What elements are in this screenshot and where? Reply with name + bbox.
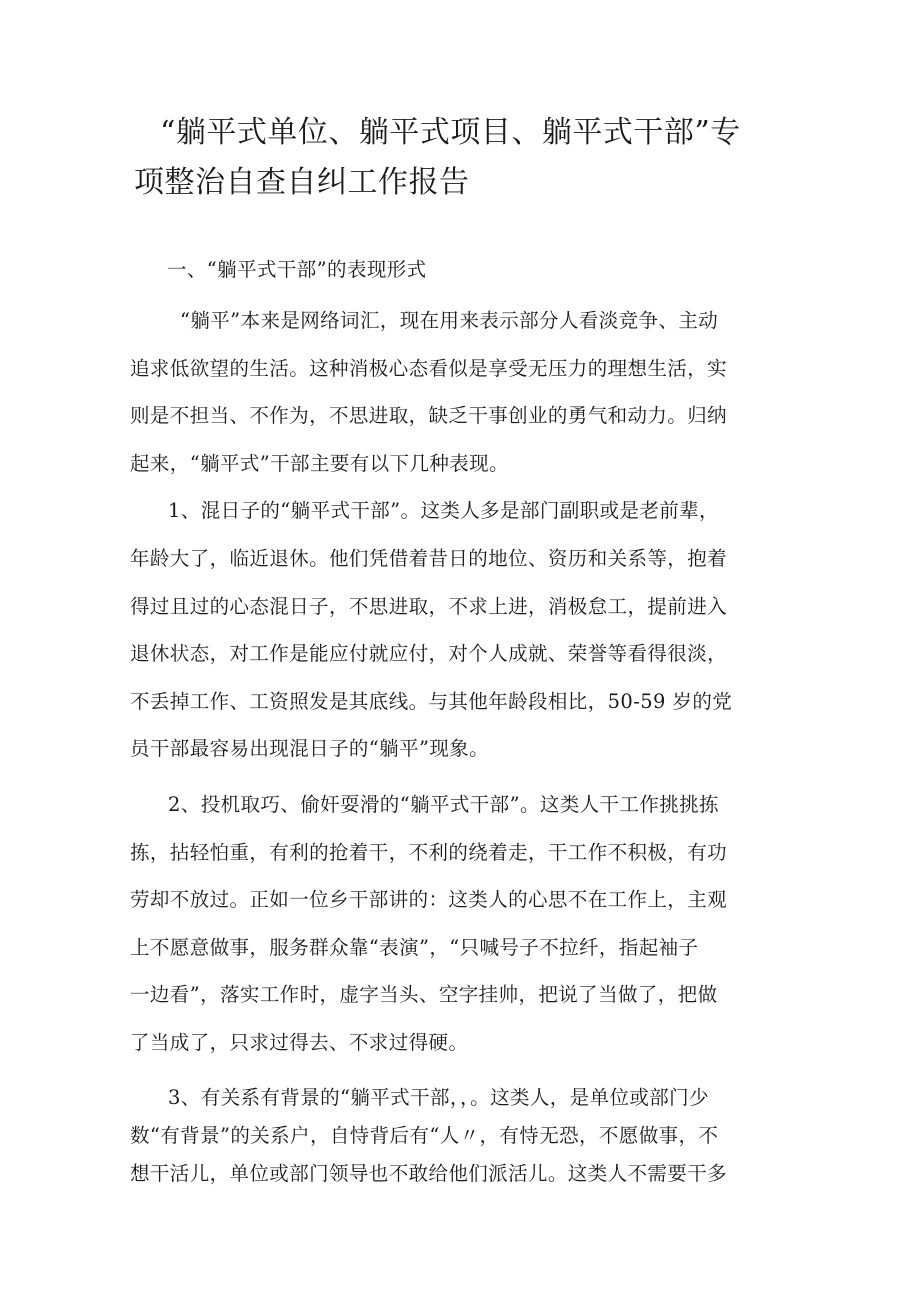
list-item-3	[130, 1079, 798, 1193]
paragraph-line: 追求低欲望的生活。这种消极心态看似是享受无压力的理想生活，实	[130, 356, 728, 380]
paragraph-line: 劳却不放过。正如一位乡干部讲的：这类人的心思不在工作上，主观	[130, 888, 728, 912]
paragraph-line: 员干部最容易出现混日子的“躺平”现象。	[130, 737, 490, 761]
list-item-2	[130, 781, 798, 1067]
list-item-1	[130, 487, 798, 773]
paragraph-line: 退休状态，对工作是能应付就应付，对个人成就、荣誉等看得很淡，	[130, 642, 728, 666]
paragraph-line: 2、投机取巧、偷奸耍滑的“躺平式干部”。这类人干工作挑挑拣	[168, 792, 719, 816]
paragraph-line: “躺平”本来是网络词汇，现在用来表示部分人看淡竞争、主动	[180, 309, 719, 332]
title-line-2: 项整治自查自纠工作报告	[134, 165, 470, 200]
document-body	[130, 246, 798, 1193]
title-line-1: “躺平式单位、躺平式项目、躺平式干部”专	[160, 115, 741, 150]
paragraph-line: 3、有关系有背景的“躺平式干部，，。这类人，是单位或部门少	[168, 1085, 709, 1109]
paragraph-line: 想干活儿，单位或部门领导也不敢给他们派活儿。这类人不需要干多	[130, 1161, 728, 1185]
section-heading-text: 一、“躺平式干部”的表现形式	[167, 258, 427, 281]
paragraph-line: 拣，拈轻怕重，有利的抢着干，不利的绕着走，干工作不积极，有功	[130, 840, 728, 864]
paragraph-line: 上不愿意做事，服务群众靠“表演”，“只喊号子不拉纤，指起袖子	[130, 935, 699, 959]
paragraph-line: 1、混日子的“躺平式干部”。这类人多是部门副职或是老前辈，	[168, 499, 719, 523]
paragraph-line: 一边看”，落实工作时，虚字当头、空字挂帅，把说了当做了，把做	[130, 983, 718, 1007]
paragraph-line: 数“有背景”的关系户，自恃背后有“人〃，有恃无恐，不愿做事，不	[130, 1123, 719, 1147]
paragraph-line: 得过且过的心态混日子，不思进取，不求上进，消极怠工，提前进入	[130, 594, 728, 618]
document-title	[134, 108, 808, 208]
section-heading	[130, 246, 798, 293]
paragraph-line: 年龄大了，临近退休。他们凭借着昔日的地位、资历和关系等，抱着	[130, 546, 728, 570]
intro-paragraph	[130, 297, 798, 487]
paragraph-line: 不丢掉工作、工资照发是其底线。与其他年龄段相比，50-59 岁的党	[130, 689, 733, 713]
paragraph-line: 了当成了，只求过得去、不求过得硬。	[130, 1030, 469, 1054]
paragraph-line: 则是不担当、不作为，不思进取，缺乏干事创业的勇气和动力。归纳	[130, 404, 728, 428]
paragraph-line: 起来，“躺平式”干部主要有以下几种表现。	[130, 451, 509, 475]
